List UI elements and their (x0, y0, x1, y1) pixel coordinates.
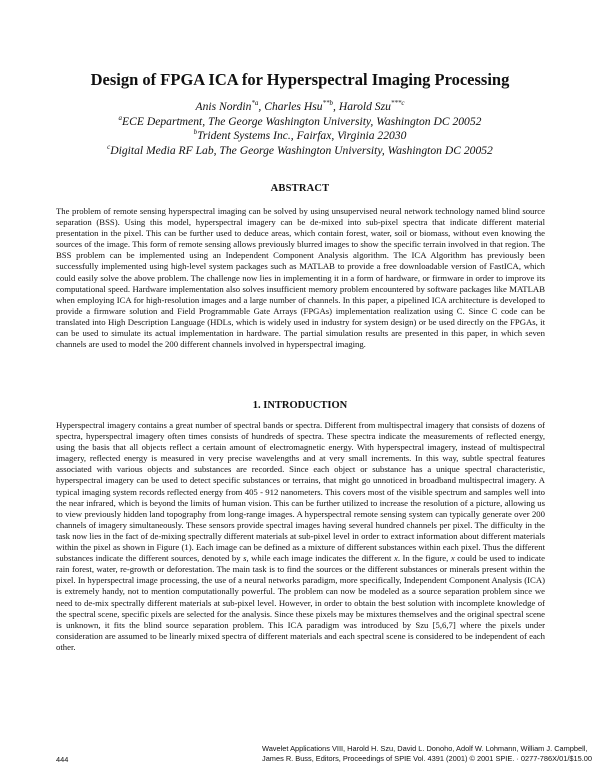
author-name: Anis Nordin (195, 100, 252, 113)
author-names (40, 100, 560, 115)
paper-title: Design of FPGA ICA for Hyperspectral Imaging Processing (90, 70, 510, 89)
affiliation-marker: a (118, 113, 123, 122)
variable-s: s (243, 553, 247, 564)
footer-citation-line: James R. Buss, Editors, Proceedings of SPIE Vol. 4391 (2001) © 2001 SPIE. · 0277-786X/01/$15.00 (262, 753, 593, 763)
author-marker: ***c (390, 99, 405, 108)
footer-citation (262, 744, 593, 764)
abstract-heading: ABSTRACT (270, 183, 330, 194)
variable-x: x (393, 553, 398, 564)
author-block (40, 100, 560, 158)
author-separator: , (258, 100, 265, 113)
affiliation (40, 129, 560, 144)
affiliation-text: Trident Systems Inc., Fairfax, Virginia 22030 (197, 129, 407, 142)
author-name: Charles Hsu (264, 100, 323, 113)
affiliation-marker: b (193, 128, 198, 137)
section-heading-introduction: 1. INTRODUCTION (252, 400, 348, 411)
author-marker: *a (251, 99, 259, 108)
author-name: Harold Szu (338, 100, 391, 113)
introduction-paragraph (56, 420, 545, 653)
affiliation-text: ECE Department, The George Washington University, Washington DC 20052 (122, 114, 482, 128)
author-separator: , (333, 100, 339, 113)
affiliation (40, 144, 560, 159)
footer-citation-line: Wavelet Applications VIII, Harold H. Szu, David L. Donoho, Adolf W. Lohmann, William J. Campbell, (262, 744, 588, 753)
intro-text: . In the figure, (397, 553, 451, 564)
affiliation (40, 115, 560, 130)
page-number: 444 (56, 755, 69, 764)
intro-text: Hyperspectral imagery contains a great number of spectral bands or spectra. Different from multispectral imagery that consists of dozens of spectra, hyperspectral imagery often times consists of hundreds of spectra. These spectra indicate the measurements of reflected energy, using the basis that all objects reflect a certain amount of electromagnetic energy. With hyperspectral imagery, instead of multispectral imagery, reflected energy is measured in very precise wavelengths and at very small increments. In this way, subtle spectral features associated with various objects and substances are recorded. Since each object or substance has a unique spectral characteristic, hyperspectral imagery can be used to detect specific substances or terrains, that might go unnoticed in broadband multispectral imagery. A typical imaging system records reflected energy from 405 - 912 nanometers. This covers most of the visible spectrum and samples well into the near infrared, which is beyond the limits of human vision. This can be further utilized to increase the resolution of a picture, allowing us to view previously hidden land topography from long-range images. A hyperspectral remote sensing system can typically generate over 200 channels of imagery simultaneously. These sensors provide spectral images having several hundred channels per pixel. The difficulty in the task now lies in the fact of de-mixing spectrally different materials at sub-pixel level in order to extract information about different materials within the pixel as shown in Figure (1). Each image can be defined as a mixture of different substances within each pixel. Thus the different substances indicate the different sources, denoted by (56, 420, 545, 564)
intro-text: could be used to indicate rain forest, water, re-growth or deforestation. The main task is to find the sources or the different substances or minerals present within the pixel. In hyperspectral image processing, the use of a neural networks paradigm, more specifically, Independent Component Analysis (ICA) is extremely handy, not to mention computationally powerful. The problem can now be modeled as a source separation problem since we need to de-mix spectrally different materials at sub-pixel level. However, in order to obtain the best solution with incomplete knowledge of the spectral scene, specific pixels are selected for the analysis. Since these pixels may be mixtures themselves and the original spectral scene is unknown, it fits the blind source separation problem. This ICA paradigm was introduced by Szu [5,6,7] where the pixels under consideration are assumed to be linearly mixed spectra of different materials and each spectral scene is considered to be independent of each other. (56, 553, 545, 652)
affiliation-text: Digital Media RF Lab, The George Washington University, Washington DC 20052 (110, 143, 493, 157)
intro-text: , while each image indicates the different (246, 553, 394, 564)
variable-x: x (450, 553, 455, 564)
affiliation-marker: c (107, 142, 111, 151)
author-marker: **b (322, 99, 334, 108)
abstract-paragraph: The problem of remote sensing hyperspectral imaging can be solved by using unsupervised neural network technology named blind source separation (BSS). Using this model, hyperspectral imagery can be de-mixed into sub-pixel spectra that indicate different material presentation in the pixel. This can be further used to deduce areas, which contain forest, water, soil or biomass, without even knowing the sources of the image. This form of remote sensing allows previously blurred images to show the specific terrain involved in that region. The BSS problem can be implemented using an Independent Component Analysis algorithm. The ICA Algorithm has previously been successfully implemented using high-level system packages such as MATLAB to provide a free downloadable version of FastICA, which could easily solve the above problem. The challenge now lies in implementing it in a form of hardware, or firmware in order to improve its computational speed. Hardware implementation also solves insufficient memory problem encountered by software packages like MATLAB when employing ICA for high-resolution images and a large number of channels. In this paper, a pipelined ICA architecture is developed to provide a firmware solution and Field Programmable Gate Arrays (FPGAs) implementation realization using C. Since C code can be translated into High Description Language (HDLs, which is widely used in industry for system design) or be used directly on the FPGAs, it can be used to simulate its actual implementation in hardware. The partial simulation results are presented in this paper, in which seven channels are used to model the 200 different channels involved in hyperspectral imaging. (56, 206, 545, 350)
